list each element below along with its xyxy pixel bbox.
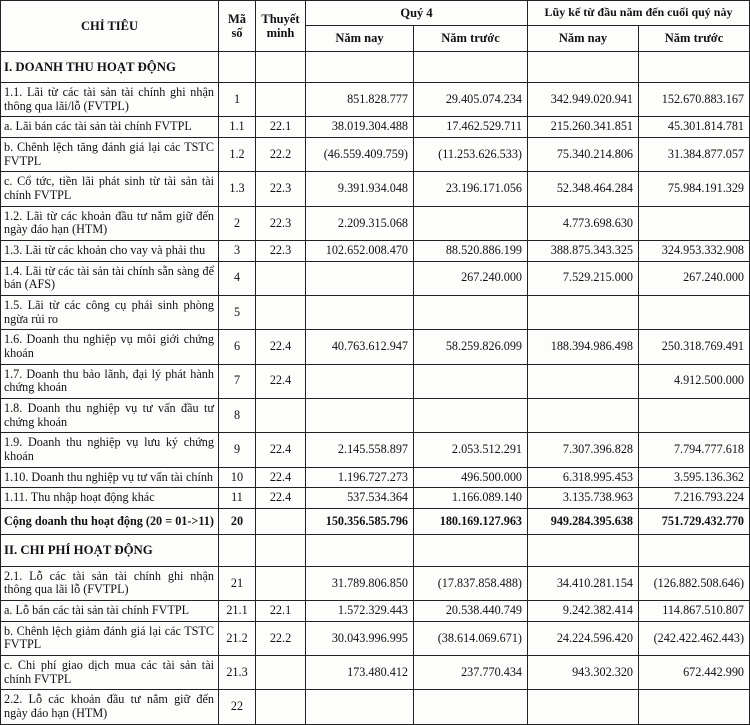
row-code: 21: [219, 566, 256, 600]
table-row: [1, 398, 750, 432]
row-label: b. Chênh lệch tăng đánh giá lại các TSTC FVTPL: [1, 138, 219, 172]
table-row: [1, 138, 750, 172]
row-code: 1.3: [219, 172, 256, 206]
q4-current-year-value: 38.019.304.488: [306, 117, 414, 138]
ytd-current-year-value: 52.348.464.284: [528, 172, 639, 206]
ytd-prior-year-value: [639, 51, 750, 82]
row-note: 22.4: [256, 488, 306, 509]
ytd-prior-year-value: 672.442.990: [639, 656, 750, 690]
q4-prior-year-value: 2.053.512.291: [414, 433, 528, 467]
row-code: 1.2: [219, 138, 256, 172]
section-row: [1, 51, 750, 82]
table-row: [1, 621, 750, 655]
row-code: 21.1: [219, 601, 256, 622]
ytd-current-year-value: [528, 295, 639, 329]
ytd-prior-year-value: 267.240.000: [639, 261, 750, 295]
ytd-current-year-value: 943.302.320: [528, 656, 639, 690]
ytd-prior-year-value: 7.216.793.224: [639, 488, 750, 509]
ytd-current-year-value: 6.318.995.453: [528, 467, 639, 488]
table-row: [1, 467, 750, 488]
row-note: 22.3: [256, 172, 306, 206]
row-code: 7: [219, 364, 256, 398]
table-row: [1, 172, 750, 206]
q4-current-year-value: [306, 51, 414, 82]
table-row: [1, 295, 750, 329]
ytd-prior-year-value: (126.882.508.646): [639, 566, 750, 600]
q4-prior-year-value: [414, 206, 528, 240]
col-header-lk-nam-truoc: Năm trước: [639, 26, 750, 51]
row-label: 1.11. Thu nhập hoạt động khác: [1, 488, 219, 509]
row-code: 4: [219, 261, 256, 295]
row-note: [256, 51, 306, 82]
row-note: [256, 508, 306, 535]
col-header-lk-nam-nay: Năm nay: [528, 26, 639, 51]
row-note: 22.4: [256, 433, 306, 467]
row-label: 2.2. Lỗ các khoản đầu tư nắm giữ đến ngày đáo hạn (HTM): [1, 690, 219, 724]
table-row: [1, 206, 750, 240]
q4-current-year-value: [306, 535, 414, 566]
ytd-current-year-value: [528, 535, 639, 566]
table-header: [1, 1, 750, 52]
row-code: 3: [219, 240, 256, 261]
col-header-q4-nam-nay: Năm nay: [306, 26, 414, 51]
q4-prior-year-value: [414, 535, 528, 566]
row-code: 22: [219, 690, 256, 724]
ytd-prior-year-value: [639, 535, 750, 566]
row-code: 11: [219, 488, 256, 509]
q4-prior-year-value: 58.259.826.099: [414, 330, 528, 364]
col-header-ma-so: Mã số: [219, 1, 256, 52]
q4-current-year-value: 31.789.806.850: [306, 566, 414, 600]
ytd-current-year-value: 188.394.986.498: [528, 330, 639, 364]
table-row: [1, 261, 750, 295]
q4-prior-year-value: 23.196.171.056: [414, 172, 528, 206]
row-label: a. Lỗ bán các tài sản tài chính FVTPL: [1, 601, 219, 622]
row-code: 21.2: [219, 621, 256, 655]
row-label: 1.9. Doanh thu nghiệp vụ lưu ký chứng khoán: [1, 433, 219, 467]
col-header-q4-nam-truoc: Năm trước: [414, 26, 528, 51]
total-row: [1, 508, 750, 535]
ytd-prior-year-value: 4.912.500.000: [639, 364, 750, 398]
table-row: [1, 240, 750, 261]
ytd-current-year-value: [528, 690, 639, 724]
row-label: 2.1. Lỗ các tài sản tài chính ghi nhận thông qua lãi lỗ (FVTPL): [1, 566, 219, 600]
q4-current-year-value: [306, 295, 414, 329]
q4-prior-year-value: [414, 398, 528, 432]
row-label: c. Chi phí giao dịch mua các tài sản tài chính FVTPL: [1, 656, 219, 690]
row-note: [256, 295, 306, 329]
q4-current-year-value: 537.534.364: [306, 488, 414, 509]
ytd-prior-year-value: 152.670.883.167: [639, 83, 750, 117]
q4-current-year-value: 173.480.412: [306, 656, 414, 690]
row-note: 22.2: [256, 138, 306, 172]
col-header-quy-4: Quý 4: [306, 1, 528, 26]
row-note: [256, 535, 306, 566]
row-label: 1.6. Doanh thu nghiệp vụ môi giới chứng khoán: [1, 330, 219, 364]
row-label: c. Cổ tức, tiền lãi phát sinh từ tài sản tài chính FVTPL: [1, 172, 219, 206]
ytd-prior-year-value: [639, 206, 750, 240]
row-label: 1.4. Lãi từ các tài sản tài chính sẵn sàng để bán (AFS): [1, 261, 219, 295]
row-label: 1.5. Lãi từ các công cụ phái sinh phòng ngừa rủi ro: [1, 295, 219, 329]
q4-current-year-value: (46.559.409.759): [306, 138, 414, 172]
ytd-current-year-value: 949.284.395.638: [528, 508, 639, 535]
table-row: [1, 330, 750, 364]
col-header-thuyet-minh: Thuyết minh: [256, 1, 306, 52]
row-code: 9: [219, 433, 256, 467]
row-code: 5: [219, 295, 256, 329]
ytd-current-year-value: 342.949.020.941: [528, 83, 639, 117]
q4-current-year-value: 30.043.996.995: [306, 621, 414, 655]
q4-current-year-value: [306, 690, 414, 724]
row-code: [219, 535, 256, 566]
q4-prior-year-value: [414, 295, 528, 329]
q4-prior-year-value: [414, 690, 528, 724]
ytd-prior-year-value: 324.953.332.908: [639, 240, 750, 261]
table-row: [1, 488, 750, 509]
ytd-prior-year-value: 45.301.814.781: [639, 117, 750, 138]
row-note: [256, 83, 306, 117]
table-row: [1, 601, 750, 622]
q4-current-year-value: 9.391.934.048: [306, 172, 414, 206]
row-label: 1.3. Lãi từ các khoản cho vay và phải thu: [1, 240, 219, 261]
row-note: 22.4: [256, 330, 306, 364]
ytd-current-year-value: [528, 51, 639, 82]
table-row: [1, 117, 750, 138]
q4-prior-year-value: 180.169.127.963: [414, 508, 528, 535]
q4-prior-year-value: 20.538.440.749: [414, 601, 528, 622]
q4-current-year-value: 150.356.585.796: [306, 508, 414, 535]
ytd-prior-year-value: 75.984.191.329: [639, 172, 750, 206]
row-code: 21.3: [219, 656, 256, 690]
row-code: 10: [219, 467, 256, 488]
ytd-prior-year-value: 751.729.432.770: [639, 508, 750, 535]
row-code: 1: [219, 83, 256, 117]
q4-prior-year-value: 29.405.074.234: [414, 83, 528, 117]
q4-prior-year-value: (17.837.858.488): [414, 566, 528, 600]
row-label: 1.10. Doanh thu nghiệp vụ tư vấn tài chính: [1, 467, 219, 488]
row-label: I. DOANH THU HOẠT ĐỘNG: [1, 51, 219, 82]
table-row: [1, 83, 750, 117]
row-code: 20: [219, 508, 256, 535]
ytd-current-year-value: [528, 398, 639, 432]
row-note: [256, 656, 306, 690]
row-label: II. CHI PHÍ HOẠT ĐỘNG: [1, 535, 219, 566]
q4-current-year-value: 102.652.008.470: [306, 240, 414, 261]
q4-prior-year-value: 88.520.886.199: [414, 240, 528, 261]
row-note: [256, 690, 306, 724]
q4-prior-year-value: (11.253.626.533): [414, 138, 528, 172]
q4-prior-year-value: 496.500.000: [414, 467, 528, 488]
ytd-current-year-value: 34.410.281.154: [528, 566, 639, 600]
q4-prior-year-value: [414, 364, 528, 398]
q4-prior-year-value: 237.770.434: [414, 656, 528, 690]
ytd-prior-year-value: [639, 690, 750, 724]
table-row: [1, 690, 750, 724]
q4-current-year-value: 2.145.558.897: [306, 433, 414, 467]
row-label: 1.1. Lãi từ các tài sản tài chính ghi nhận thông qua lãi/lỗ (FVTPL): [1, 83, 219, 117]
table-row: [1, 433, 750, 467]
row-code: 2: [219, 206, 256, 240]
ytd-prior-year-value: [639, 295, 750, 329]
col-header-chi-tieu: CHỈ TIÊU: [1, 1, 219, 52]
ytd-current-year-value: 4.773.698.630: [528, 206, 639, 240]
row-note: 22.4: [256, 364, 306, 398]
ytd-current-year-value: 9.242.382.414: [528, 601, 639, 622]
row-label: a. Lãi bán các tài sản tài chính FVTPL: [1, 117, 219, 138]
table-row: [1, 656, 750, 690]
row-label: 1.7. Doanh thu bảo lãnh, đại lý phát hành chứng khoán: [1, 364, 219, 398]
q4-current-year-value: 851.828.777: [306, 83, 414, 117]
row-note: [256, 566, 306, 600]
q4-prior-year-value: (38.614.069.671): [414, 621, 528, 655]
ytd-current-year-value: 3.135.738.963: [528, 488, 639, 509]
table-body: [1, 51, 750, 724]
ytd-current-year-value: 75.340.214.806: [528, 138, 639, 172]
q4-current-year-value: [306, 261, 414, 295]
row-note: 22.4: [256, 467, 306, 488]
header-row-groups: [1, 1, 750, 26]
row-code: 1.1: [219, 117, 256, 138]
row-note: 22.1: [256, 601, 306, 622]
q4-current-year-value: 1.572.329.443: [306, 601, 414, 622]
ytd-prior-year-value: (242.422.462.443): [639, 621, 750, 655]
ytd-current-year-value: 24.224.596.420: [528, 621, 639, 655]
ytd-current-year-value: 7.307.396.828: [528, 433, 639, 467]
ytd-prior-year-value: [639, 398, 750, 432]
q4-current-year-value: [306, 398, 414, 432]
section-row: [1, 535, 750, 566]
ytd-prior-year-value: 250.318.769.491: [639, 330, 750, 364]
q4-current-year-value: [306, 364, 414, 398]
row-note: 22.3: [256, 206, 306, 240]
ytd-current-year-value: 388.875.343.325: [528, 240, 639, 261]
q4-current-year-value: 1.196.727.273: [306, 467, 414, 488]
q4-prior-year-value: 17.462.529.711: [414, 117, 528, 138]
q4-prior-year-value: 267.240.000: [414, 261, 528, 295]
row-label: 1.8. Doanh thu nghiệp vụ tư vấn đầu tư chứng khoán: [1, 398, 219, 432]
ytd-prior-year-value: 114.867.510.807: [639, 601, 750, 622]
row-label: 1.2. Lãi từ các khoản đầu tư nắm giữ đến ngày đáo hạn (HTM): [1, 206, 219, 240]
col-header-luy-ke: Lũy kế từ đầu năm đến cuối quý này: [528, 1, 750, 26]
ytd-current-year-value: [528, 364, 639, 398]
q4-current-year-value: 2.209.315.068: [306, 206, 414, 240]
row-note: 22.2: [256, 621, 306, 655]
ytd-prior-year-value: 3.595.136.362: [639, 467, 750, 488]
row-label: Cộng doanh thu hoạt động (20 = 01->11): [1, 508, 219, 535]
row-code: 6: [219, 330, 256, 364]
ytd-current-year-value: 215.260.341.851: [528, 117, 639, 138]
row-note: [256, 261, 306, 295]
q4-current-year-value: 40.763.612.947: [306, 330, 414, 364]
table-row: [1, 364, 750, 398]
ytd-prior-year-value: 31.384.877.057: [639, 138, 750, 172]
row-note: 22.3: [256, 240, 306, 261]
row-note: [256, 398, 306, 432]
row-label: b. Chênh lệch giảm đánh giá lại các TSTC FVTPL: [1, 621, 219, 655]
row-note: 22.1: [256, 117, 306, 138]
row-code: [219, 51, 256, 82]
table-row: [1, 566, 750, 600]
row-code: 8: [219, 398, 256, 432]
ytd-current-year-value: 7.529.215.000: [528, 261, 639, 295]
q4-prior-year-value: 1.166.089.140: [414, 488, 528, 509]
q4-prior-year-value: [414, 51, 528, 82]
ytd-prior-year-value: 7.794.777.618: [639, 433, 750, 467]
